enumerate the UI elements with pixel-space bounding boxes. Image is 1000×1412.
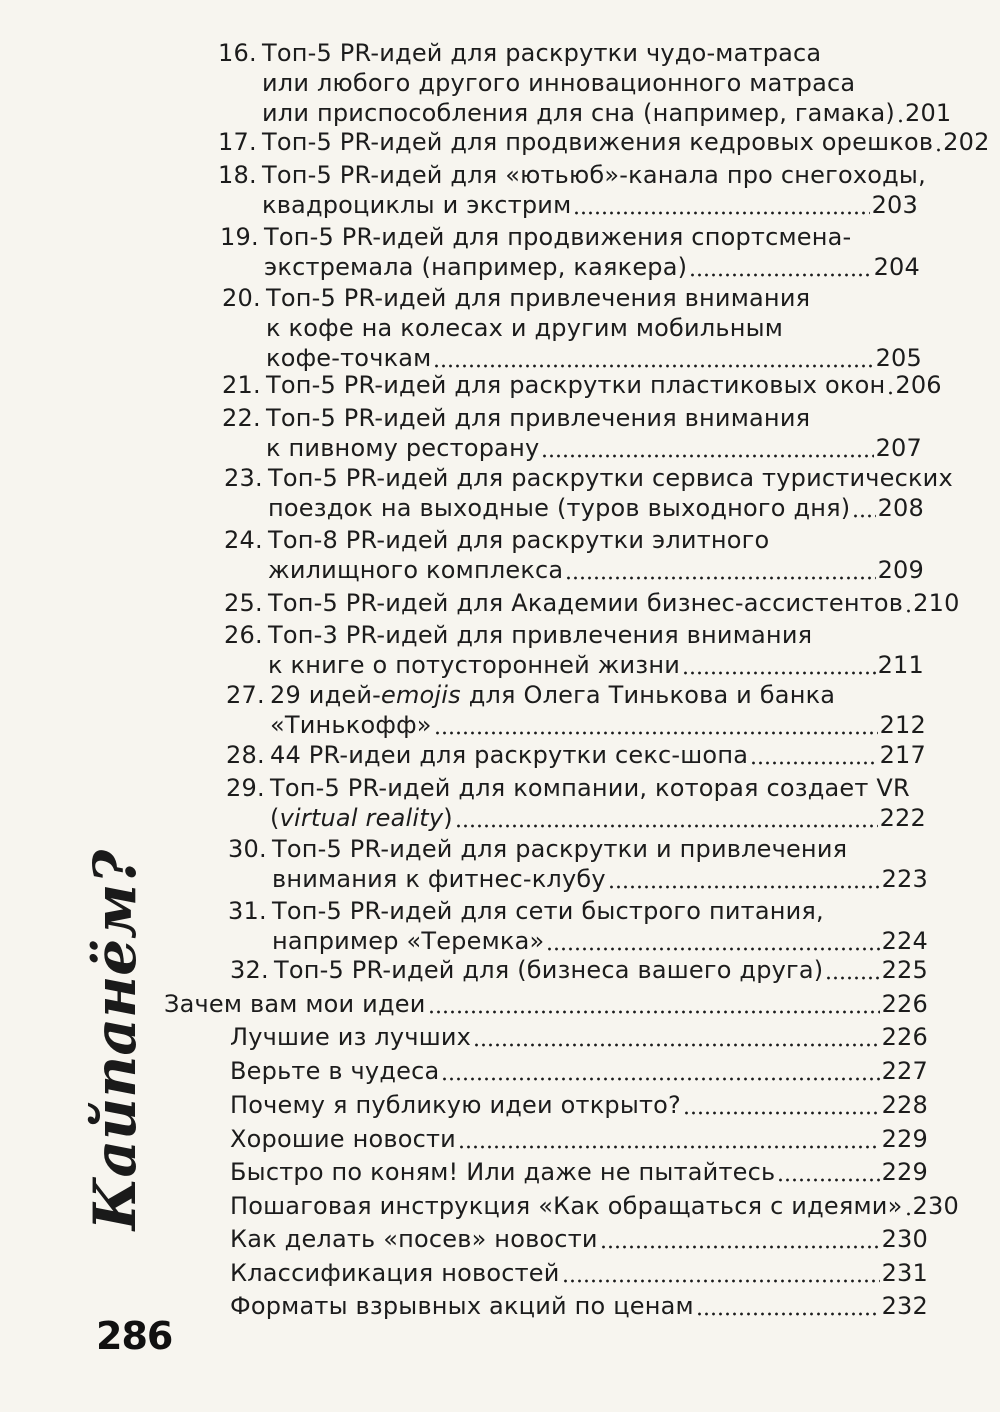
page-ref: 205 (875, 344, 922, 372)
entry-number: 20. (222, 284, 261, 312)
dot-leader (455, 823, 878, 829)
entry-number: 24. (224, 526, 263, 554)
page-ref: 222 (879, 804, 926, 832)
page-ref: 231 (881, 1259, 928, 1287)
dot-leader (777, 1177, 879, 1183)
entry-line: Топ-5 PR-идей для сети быстрого питания, (272, 897, 824, 925)
dot-leader (428, 1009, 880, 1015)
entry-line: «Тинькофф» (270, 711, 432, 739)
toc-subsection (230, 1056, 928, 1086)
entry-line: или любого другого инновационного матраса (262, 69, 856, 97)
dot-leader (541, 453, 873, 459)
toc-subsection (230, 1291, 928, 1321)
page-ref: 203 (871, 191, 918, 219)
dot-leader (600, 1244, 880, 1250)
dot-leader (546, 946, 879, 952)
entry-line: жилищного комплекса (268, 556, 564, 584)
entry-line: к пивному ресторану (266, 434, 540, 462)
entry-number: 28. (226, 741, 265, 769)
entry-number: 25. (224, 589, 263, 617)
entry-line: кофе-точкам (266, 344, 432, 372)
dot-leader (696, 1311, 880, 1317)
entry-line: Топ-5 PR-идей для (бизнеса вашего друга) (274, 956, 824, 984)
entry-line: Топ-5 PR-идей для привлечения внимания (266, 404, 811, 432)
entry-number: 27. (226, 681, 265, 709)
book-side-title (60, 849, 170, 1231)
subsection-title: Как делать «посев» новости (230, 1225, 598, 1253)
page-ref: 202 (943, 128, 990, 156)
page-ref: 206 (895, 371, 942, 399)
subsection-title: Пошаговая инструкция «Как обращаться с идеями» (230, 1192, 903, 1220)
page-ref: 223 (881, 865, 928, 893)
page-ref: 228 (881, 1091, 928, 1119)
subsection-title: Верьте в чудеса (230, 1057, 440, 1085)
section-title: Зачем вам мои идеи (164, 990, 426, 1018)
entry-line: Топ-5 PR-идей для раскрутки пластиковых окон (266, 371, 886, 399)
toc-subsection (230, 1157, 928, 1187)
entry-number: 22. (222, 404, 261, 432)
page-ref: 230 (881, 1225, 928, 1253)
entry-number: 23. (224, 464, 263, 492)
entry-line: Топ-5 PR-идей для «ютьюб»-канала про снегоходы, (262, 161, 926, 189)
toc-section (164, 989, 928, 1019)
subsection-title: Быстро по коням! Или даже не пытайтесь (230, 1158, 776, 1186)
page-ref: 224 (881, 927, 928, 955)
entry-line: экстремала (например, каякера) (264, 253, 688, 281)
page-number: 286 (96, 1314, 173, 1358)
dot-leader (825, 975, 879, 981)
page-ref: 229 (881, 1125, 928, 1153)
toc-subsection (230, 1124, 928, 1154)
entry-line: Топ-5 PR-идей для раскрутки и привлечения (272, 835, 848, 863)
entry-number: 32. (230, 956, 269, 984)
entry-number: 19. (220, 223, 259, 251)
page-ref: 225 (881, 956, 928, 984)
entry-line: Топ-5 PR-идей для раскрутки сервиса туристических (268, 464, 953, 492)
entry-number: 31. (228, 897, 267, 925)
dot-leader (750, 760, 877, 766)
dot-leader (562, 1278, 880, 1284)
page-ref: 211 (877, 651, 924, 679)
entry-line: Топ-5 PR-идей для раскрутки чудо-матраса (262, 39, 822, 67)
page-ref: 227 (881, 1057, 928, 1085)
dot-leader (852, 513, 875, 519)
page-ref: 230 (912, 1192, 959, 1220)
entry-number: 21. (222, 371, 261, 399)
entry-line: например «Теремка» (272, 927, 545, 955)
subsection-title: Форматы взрывных акций по ценам (230, 1292, 694, 1320)
subsection-title: Хорошие новости (230, 1125, 456, 1153)
page-ref: 201 (904, 99, 952, 127)
entry-line: к кофе на колесах и другим мобильным (266, 314, 784, 342)
entry-line: 29 идей-emojis для Олега Тинькова и банка (270, 681, 836, 709)
toc-subsection (230, 1090, 928, 1120)
dot-leader (682, 670, 876, 676)
toc-subsection (230, 1258, 928, 1288)
entry-number: 29. (226, 774, 265, 802)
entry-number: 18. (218, 161, 257, 189)
page-ref: 217 (879, 741, 926, 769)
toc-subsection (230, 1022, 928, 1052)
subsection-title: Почему я публикую идеи открыто? (230, 1091, 681, 1119)
entry-line: или приспособления для сна (например, гамака) (262, 99, 895, 127)
dot-leader (433, 363, 873, 369)
entry-line: 44 PR-идеи для раскрутки секс-шопа (270, 741, 749, 769)
dot-leader (458, 1144, 880, 1150)
side-title-text: Кайпанём? (81, 849, 149, 1231)
entry-number: 30. (228, 835, 267, 863)
page-ref: 226 (881, 990, 928, 1018)
dot-leader (905, 608, 911, 614)
page-ref: 204 (873, 253, 920, 281)
entry-number: 16. (218, 39, 257, 67)
dot-leader (887, 390, 893, 396)
entry-line: (virtual reality) (270, 804, 453, 832)
dot-leader (565, 575, 875, 581)
dot-leader (905, 1211, 911, 1217)
entry-number: 17. (218, 128, 257, 156)
entry-line: Топ-5 PR-идей для привлечения внимания (266, 284, 811, 312)
page-ref: 232 (881, 1292, 928, 1320)
dot-leader (683, 1110, 880, 1116)
subsection-title: Лучшие из лучших (230, 1023, 472, 1051)
dot-leader (897, 118, 903, 124)
dot-leader (608, 884, 880, 890)
entry-number: 26. (224, 621, 263, 649)
entry-line: Топ-5 PR-идей для продвижения кедровых орешков (262, 128, 934, 156)
entry-line: Топ-5 PR-идей для Академии бизнес-ассистентов (268, 589, 904, 617)
dot-leader (935, 147, 941, 153)
entry-line: внимания к фитнес-клубу (272, 865, 606, 893)
dot-leader (473, 1042, 880, 1048)
toc-subsection (230, 1191, 959, 1221)
page-ref: 229 (881, 1158, 928, 1186)
page-ref: 212 (879, 711, 926, 739)
toc-subsection (230, 1224, 928, 1254)
page-ref: 207 (875, 434, 922, 462)
dot-leader (441, 1076, 879, 1082)
entry-line: Топ-5 PR-идей для компании, которая создает VR (270, 774, 910, 802)
dot-leader (689, 272, 871, 278)
page-ref: 226 (881, 1023, 928, 1051)
entry-line: поездок на выходные (туров выходного дня) (268, 494, 851, 522)
page-ref: 208 (877, 494, 924, 522)
subsection-title: Классификация новостей (230, 1259, 560, 1287)
page-ref: 210 (913, 589, 960, 617)
entry-line: Топ-3 PR-идей для привлечения внимания (268, 621, 813, 649)
page-ref: 209 (877, 556, 924, 584)
entry-line: к книге о потусторонней жизни (268, 651, 681, 679)
entry-line: Топ-8 PR-идей для раскрутки элитного (268, 526, 770, 554)
entry-line: Топ-5 PR-идей для продвижения спортсмена- (264, 223, 852, 251)
entry-line: квадроциклы и экстрим (262, 191, 572, 219)
dot-leader (434, 730, 878, 736)
dot-leader (573, 210, 869, 216)
